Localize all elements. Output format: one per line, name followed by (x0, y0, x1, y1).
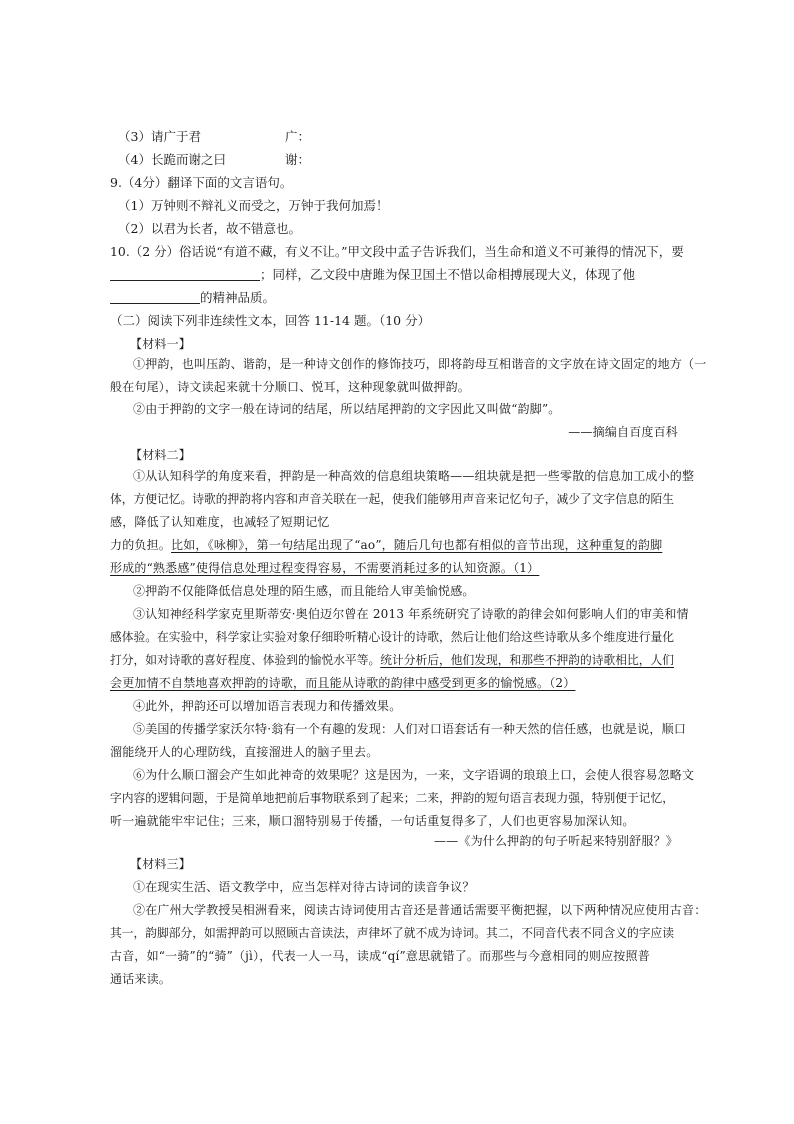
material-1-title: 【材料一】 (130, 337, 192, 351)
material-2-p3c (110, 651, 674, 669)
material-2-underlined-sentence-1: 比如，《咏柳》，第一句结尾出现了“ao”，随后几句也都有相似的音节出现，这种重复的韵脚 (171, 538, 663, 552)
material-2-p1b: 体，方便记忆。诗歌的押韵将内容和声音关联在一起，使我们能够用声音来记忆句子，减少了文字信息的陌生 (110, 492, 674, 506)
material-2-p1c: 感，降低了认知难度，也减轻了短期记忆 (110, 515, 330, 529)
q10-stem: 10.（2 分）俗话说“有道不藏，有义不让。”甲文段中孟子告诉我们，当生命和道义不可兼得的情况下，要 (110, 244, 684, 259)
material-2-p1a: ①从认知科学的角度来看，押韵是一种高效的信息组块策略——组块就是把一些零散的信息加工成小的整 (133, 469, 695, 483)
material-2-source: ——《为什么押韵的句子听起来特别舒服？》 (433, 834, 678, 848)
q8-item-4-answer-label: 谢： (285, 152, 311, 167)
q10-line-2 (110, 266, 635, 284)
q9-sentence-1: （1）万钟则不辩礼义而受之，万钟于我何加焉！ (118, 198, 389, 213)
material-3-p2b: 其一，韵脚部分，如需押韵可以照顾古音读法，声律坏了就不成为诗词。其二，不同音代表不同含义的字应读 (110, 926, 674, 940)
material-3-title: 【材料三】 (130, 857, 192, 871)
q8-item-3 (118, 128, 201, 146)
material-2-p2: ②押韵不仅能降低信息处理的陌生感，而且能给人审美愉悦感。 (133, 584, 475, 598)
material-1-source: ——摘编自百度百科 (568, 425, 678, 439)
material-2-title: 【材料二】 (130, 448, 192, 462)
q10-line-3-text: 的精神品质。 (200, 290, 276, 305)
material-2-p5b: 溜能绕开人的心理防线，直接溜进人的脑子里去。 (110, 745, 379, 759)
material-2-p4: ④此外，押韵还可以增加语言表现力和传播效果。 (133, 699, 402, 713)
material-2-p6c: 听一遍就能牢牢记住；三来，顺口溜特别易于传播，一句话重复得多了，人们也更容易加深认知。 (110, 814, 635, 828)
material-1-p1a: ①押韵，也叫压韵、谐韵，是一种诗文创作的修饰技巧，即将韵母互相谐音的文字放在诗文固定的地方（一 (133, 357, 707, 371)
material-2-p5a: ⑤美国的传播学家沃尔特·翁有一个有趣的发现：人们对口语套话有一种天然的信任感，也就是说，顺口 (133, 722, 687, 736)
material-3-p2d: 通话来读。 (110, 972, 172, 986)
material-2-underlined-sentence-2-end: 会更加情不自禁地喜欢押韵的诗歌，而且能从诗歌的韵律中感受到更多的愉悦感。（2） (110, 676, 576, 690)
section-2-heading: （二）阅读下列非连续性文本，回答 11-14 题。（10 分） (110, 313, 431, 328)
q10-line-2-text: ；同样，乙文段中唐雎为保卫国土不惜以命相搏展现大义，体现了他 (260, 267, 636, 282)
q8-item-4 (118, 151, 226, 169)
q8-item-3-text: （3）请广于君 (118, 129, 201, 144)
material-3-p2c: 古音，如“一骑”的“骑”（jì），代表一人一马，读成“qí”意思就错了。而那些与今意相同的则应按照普 (110, 949, 650, 963)
material-2-p1d (110, 536, 662, 554)
q8-item-4-text: （4）长跪而谢之曰 (118, 152, 226, 167)
material-2-p1d-text: 力的负担。 (110, 538, 172, 552)
material-2-p3a: ③认知神经科学家克里斯蒂安·奥伯迈尔曾在 2013 年系统研究了诗歌的韵律会如何影响人们的审美和情 (133, 607, 689, 621)
material-2-p6b: 字内容的逻辑问题，于是简单地把前后事物联系到了起来；二来，押韵的短句语言表现力强，特别便于记忆， (110, 791, 674, 805)
material-2-p6a: ⑥为什么顺口溜会产生如此神奇的效果呢？这是因为，一来，文字语调的琅琅上口，会使人很容易忽略文 (133, 768, 695, 782)
q10-answer-blank-1[interactable] (110, 268, 260, 281)
q10-answer-blank-2[interactable] (110, 291, 200, 304)
q8-item-3-answer-label: 广： (285, 129, 311, 144)
material-2-underlined-sentence-2: 统计分析后，他们发现，和那些不押韵的诗歌相比，人们 (380, 653, 674, 667)
material-2-p3b: 感体验。在实验中，科学家让实验对象仔细聆听精心设计的诗歌，然后让他们给这些诗歌从多个维度进行量化 (110, 630, 674, 644)
q9-stem: 9.（4分）翻译下面的文言语句。 (110, 175, 293, 190)
q10-line-3 (110, 289, 275, 307)
material-3-p1: ①在现实生活、语文教学中，应当怎样对待古诗词的读音争议？ (133, 880, 475, 894)
material-2-p3c-text: 打分，如对诗歌的喜好程度、体验到的愉悦水平等。 (110, 653, 381, 667)
material-2-underlined-sentence-1-end: 形成的“熟悉感”使得信息处理过程变得容易，不需要消耗过多的认知资源。（1） (110, 561, 540, 575)
q9-sentence-2: （2）以君为长者，故不错意也。 (118, 221, 301, 236)
material-1-p2: ②由于押韵的文字一般在诗词的结尾，所以结尾押韵的文字因此又叫做“韵脚”。 (133, 402, 561, 416)
material-1-p1b: 般在句尾），诗文读起来就十分顺口、悦耳，这种现象就叫做押韵。 (110, 380, 471, 394)
material-3-p2a: ②在广州大学教授吴相洲看来，阅读古诗词使用古音还是普通话需要平衡把握，以下两种情况应使用古音： (133, 903, 707, 917)
